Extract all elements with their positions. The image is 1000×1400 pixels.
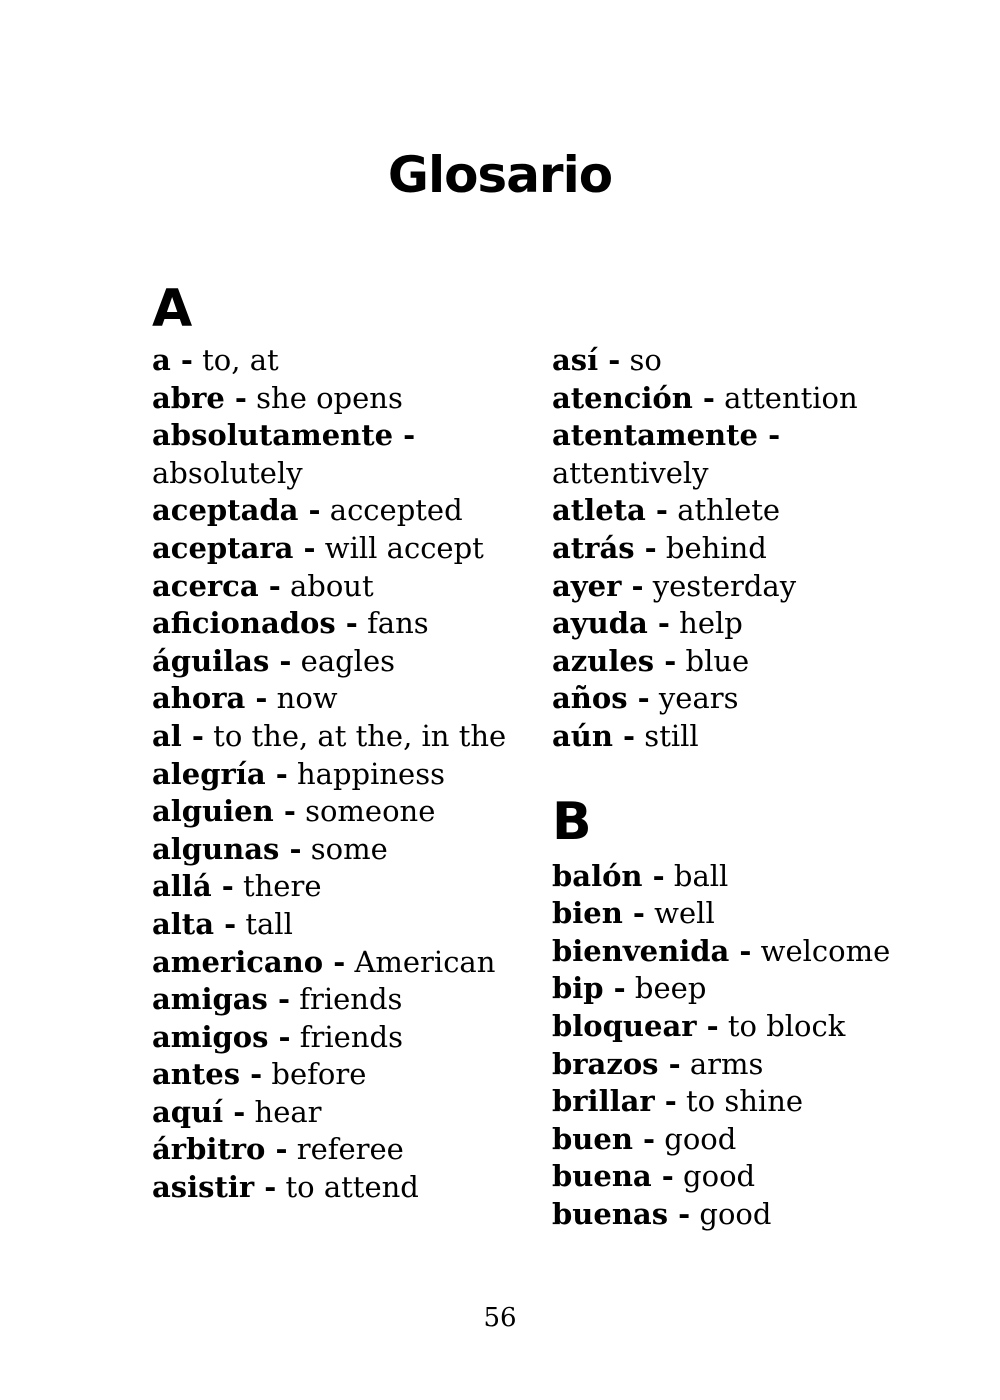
entry-definition: blue <box>676 643 750 678</box>
entry-definition: ball <box>664 858 729 893</box>
entry-term: amigas - <box>152 982 291 1017</box>
entry-definition: attention <box>714 380 858 415</box>
entry-term: brazos - <box>552 1046 681 1081</box>
entry-definition: referee <box>287 1132 404 1167</box>
entry-definition: fans <box>357 606 429 641</box>
entry-term: americano - <box>152 944 346 979</box>
glossary-entry <box>152 680 506 718</box>
page-number: 56 <box>483 1303 517 1333</box>
entry-definition: to, at <box>192 343 279 377</box>
entry-term: alguien - <box>152 794 296 829</box>
glossary-entry <box>152 417 506 492</box>
entry-term: buen - <box>552 1121 656 1156</box>
section-b-entries <box>552 858 890 1234</box>
glossary-entry <box>152 643 506 681</box>
entry-definition: accepted <box>320 493 463 528</box>
entry-definition: hear <box>245 1094 322 1129</box>
entry-term: brillar - <box>552 1084 677 1119</box>
glossary-entry <box>552 1046 890 1084</box>
entry-definition: attentively <box>552 455 709 490</box>
entry-definition: arms <box>680 1046 764 1081</box>
glossary-entry <box>152 1169 506 1207</box>
glossary-entry <box>152 944 506 982</box>
entry-term: azules - <box>552 643 677 678</box>
entry-definition: she opens <box>246 380 403 415</box>
entry-definition: eagles <box>291 643 395 678</box>
entry-term: a - <box>152 343 193 377</box>
glossary-entry <box>152 530 506 568</box>
entry-term: aceptara - <box>152 530 316 565</box>
entry-definition: tall <box>236 906 293 941</box>
entry-definition: friends <box>290 1019 403 1054</box>
entry-definition: so <box>620 343 662 377</box>
glossary-entry <box>552 605 890 643</box>
entry-term: aficionados - <box>152 606 358 641</box>
entry-definition: good <box>690 1196 772 1231</box>
glossary-entry <box>552 530 890 568</box>
glossary-entry <box>552 680 890 718</box>
entry-definition: help <box>669 606 743 641</box>
glossary-entry <box>152 831 506 869</box>
glossary-entry <box>552 643 890 681</box>
entry-term: bien - <box>552 896 645 931</box>
entry-term: al - <box>152 718 204 753</box>
glossary-entry <box>152 868 506 906</box>
glossary-entry <box>152 492 506 530</box>
entry-term: atención - <box>552 380 715 415</box>
entry-term: buena - <box>552 1159 674 1194</box>
entry-definition: good <box>673 1159 756 1194</box>
entry-term: atentamente - <box>552 418 781 453</box>
entry-term: bloquear - <box>552 1008 719 1043</box>
entry-term: atrás - <box>552 530 657 565</box>
entry-definition: to shine <box>676 1084 804 1119</box>
entry-term: atleta - <box>552 493 668 528</box>
entry-term: acerca - <box>152 568 281 603</box>
entry-definition: happiness <box>287 756 445 791</box>
entry-definition: about <box>280 568 374 603</box>
entry-term: águilas - <box>152 643 292 678</box>
entry-term: aceptada - <box>152 493 321 528</box>
glossary-entry <box>152 718 506 756</box>
entry-term: ayer - <box>552 568 644 603</box>
glossary-entry <box>552 1158 890 1196</box>
glossary-entry <box>552 380 890 418</box>
entry-term: alta - <box>152 906 237 941</box>
entry-term: ayuda - <box>552 606 670 641</box>
entry-definition: to the, at the, in the <box>203 718 507 753</box>
glossary-entry <box>552 417 890 492</box>
glossary-entry <box>552 970 890 1008</box>
entry-definition: friends <box>290 982 403 1017</box>
entry-term: abre - <box>152 380 247 415</box>
entry-definition: years <box>649 681 739 716</box>
glossary-entry <box>152 793 506 831</box>
entry-definition: yesterday <box>643 568 797 603</box>
entry-term: absolutamente - <box>152 418 416 453</box>
section-a-entries-left <box>152 342 506 1207</box>
glossary-entry <box>152 342 506 380</box>
entry-term: ahora - <box>152 681 268 716</box>
entry-definition: well <box>644 896 715 931</box>
entry-definition: athlete <box>667 493 781 528</box>
entry-definition: to attend <box>276 1170 419 1205</box>
entry-term: asistir - <box>152 1170 277 1205</box>
glossary-entry <box>152 1019 506 1057</box>
entry-term: balón - <box>552 858 665 893</box>
glossary-entry <box>552 1008 890 1046</box>
glossary-entry <box>552 1083 890 1121</box>
glossary-entry <box>552 895 890 933</box>
entry-definition: before <box>262 1057 367 1092</box>
glossary-entry <box>552 1196 890 1234</box>
entry-term: aún - <box>552 718 636 753</box>
entry-definition: good <box>655 1121 737 1156</box>
glossary-entry <box>152 605 506 643</box>
left-column <box>152 279 507 1207</box>
entry-term: alegría - <box>152 756 288 791</box>
entry-definition: will accept <box>315 530 484 565</box>
entry-definition: behind <box>656 530 767 565</box>
glossary-entry <box>152 380 506 418</box>
entry-term: árbitro - <box>152 1132 288 1167</box>
entry-term: aquí - <box>152 1094 246 1129</box>
right-column <box>552 342 890 1233</box>
entry-definition: some <box>301 831 388 866</box>
entry-definition: American <box>345 944 496 979</box>
glossary-entry <box>552 933 890 971</box>
glossary-entry <box>152 981 506 1019</box>
glossary-entry <box>552 568 890 606</box>
glossary-entry <box>152 1056 506 1094</box>
entry-definition: absolutely <box>152 455 303 490</box>
entry-term: buenas - <box>552 1196 691 1231</box>
entry-term: algunas - <box>152 831 302 866</box>
glossary-entry <box>552 492 890 530</box>
entry-term: así - <box>552 343 621 377</box>
section-letter-a: A <box>152 279 193 339</box>
entry-term: allá - <box>152 869 234 904</box>
glossary-entry <box>552 718 890 756</box>
entry-term: bienvenida - <box>552 933 752 968</box>
entry-term: años - <box>552 681 650 716</box>
entry-definition: to block <box>718 1008 846 1043</box>
entry-term: antes - <box>152 1057 263 1092</box>
entry-definition: now <box>267 681 338 716</box>
glossary-entry <box>152 756 506 794</box>
glossary-entry <box>552 1121 890 1159</box>
section-a-entries-right <box>552 342 890 756</box>
glossary-entry <box>552 342 890 380</box>
glossary-entry <box>152 906 506 944</box>
entry-definition: there <box>233 869 322 904</box>
section-letter-b: B <box>552 791 592 852</box>
page-title: Glosario <box>387 146 613 204</box>
glossary-entry <box>152 1094 506 1132</box>
glossary-entry <box>152 1131 506 1169</box>
entry-term: bip - <box>552 971 626 1006</box>
glossary-entry <box>552 858 890 896</box>
entry-term: amigos - <box>152 1019 291 1054</box>
entry-definition: still <box>635 718 699 753</box>
glossary-entry <box>152 568 506 606</box>
entry-definition: someone <box>295 794 436 829</box>
entry-definition: welcome <box>751 933 891 968</box>
entry-definition: beep <box>625 971 707 1006</box>
